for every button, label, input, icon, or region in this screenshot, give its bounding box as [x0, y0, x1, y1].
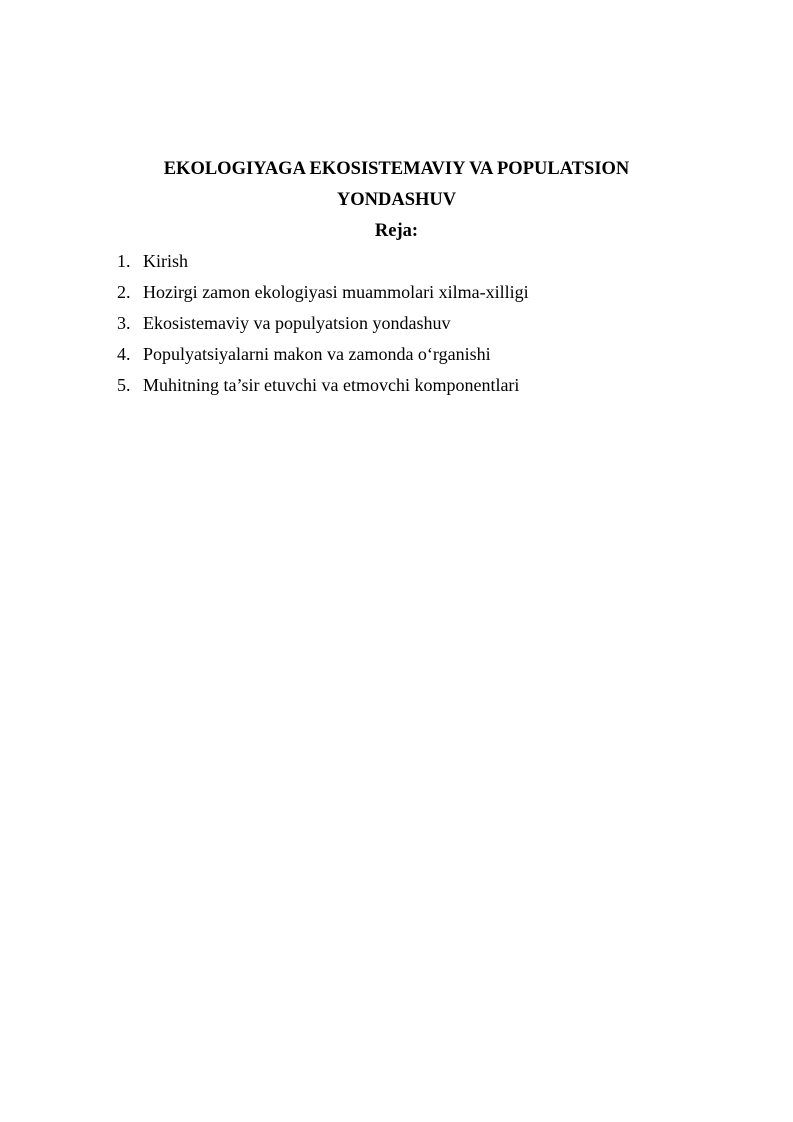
plan-item	[117, 246, 529, 277]
plan-item-number: 5.	[117, 375, 131, 395]
plan-item-text: Populyatsiyalarni makon va zamonda o‘rganishi	[143, 344, 491, 364]
plan-item-number: 2.	[117, 282, 131, 302]
title-block	[0, 154, 793, 247]
plan-item-number: 1.	[117, 251, 131, 271]
plan-item	[117, 339, 529, 370]
plan-item	[117, 308, 529, 339]
plan-heading: Reja:	[374, 221, 419, 241]
plan-item	[117, 277, 529, 308]
plan-list	[117, 246, 529, 401]
plan-item-number: 4.	[117, 344, 131, 364]
plan-item	[117, 370, 529, 401]
document-title-line-1: EKOLOGIYAGA EKOSISTEMAVIY VA POPULATSION	[163, 159, 630, 179]
plan-item-text: Ekosistemaviy va populyatsion yondashuv	[143, 313, 451, 333]
plan-item-text: Hozirgi zamon ekologiyasi muammolari xilma-xilligi	[143, 282, 529, 302]
plan-item-text: Kirish	[143, 251, 188, 271]
plan-item-text: Muhitning ta’sir etuvchi va etmovchi komponentlari	[143, 375, 520, 395]
plan-item-number: 3.	[117, 313, 131, 333]
document-title-line-2: YONDASHUV	[336, 190, 457, 210]
